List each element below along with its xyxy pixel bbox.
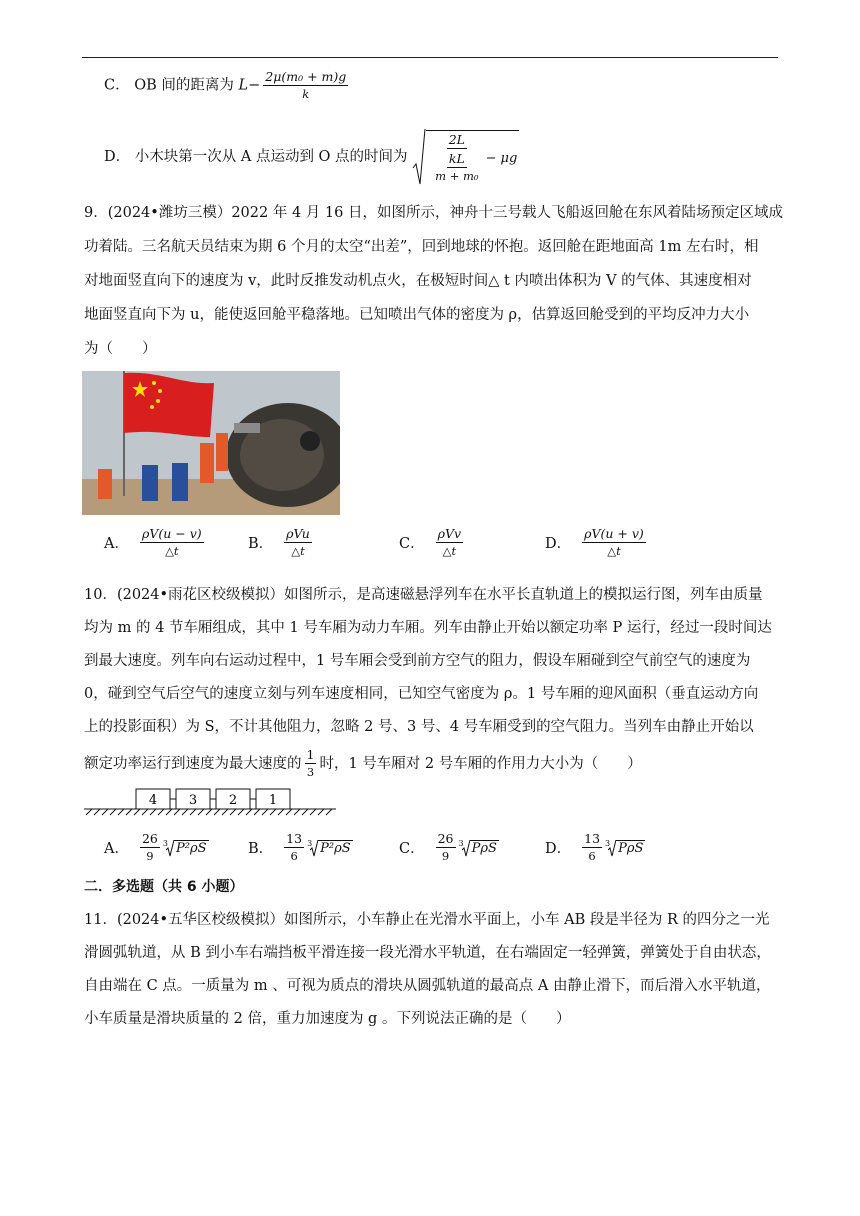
q9-line-2: 功着陆。三名航天员结束为期 6 个月的太空“出差”，回到地球的怀抱。返回舱在距地面高 1m 左右时，相 [84,239,759,255]
q10-train-diagram [84,786,336,818]
q10-option-b: B． $\frac{13}{6}$ $^3$ P²ρS [248,831,351,863]
q10-option-c: C． $\frac{26}{9}$ $^3$ PρS [399,831,497,863]
q10-option-d: D． $\frac{13}{6}$ $^3$ PρS [545,831,644,863]
q11-line-3: 自由端在 C 点。一质量为 m 、可视为质点的滑块从圆弧轨道的最高点 A 由静止滑下，而后滑入水平轨道， [84,978,771,994]
q8-option-d: D． 小木块第一次从 A 点运动到 O 点的时间为 $\frac{2L}{\frac{kL}{\text{m + m₀}}}$ − μg [104,128,519,186]
q10-line-6: 额定功率运行到速度为最大速度的 $\frac{1}{3}$ 时，1 号车厢对 2 号车厢的作用力大小为（ ） [84,747,642,779]
q9-line-5: 为（ ） [84,341,157,357]
q9-line-1: 9．(2024•潍坊三模）2022 年 4 月 16 日，如图所示，神舟十三号载人飞船返回舱在东风着陆场预定区域成 [84,205,783,221]
section-heading-multi-choice: 二．多选题（共 6 小题） [84,879,244,895]
q9-option-c: C． $\frac{\text{ρVv}}{\triangle t}$ [399,526,462,558]
q9-photo-landing [82,371,340,515]
q9-line-4: 地面竖直向下为 u，能使返回舱平稳落地。已知喷出气体的密度为 ρ，估算返回舱受到的平均反冲力大小 [84,307,750,323]
q9-option-d: D． $\frac{\rho V(u + v)}{\triangle t}$ [545,526,644,558]
q11-line-2: 滑圆弧轨道，从 B 到小车右端挡板平滑连接一段光滑水平轨道，在右端固定一轻弹簧，弹簧处于自由状态， [84,945,771,961]
sqrt-sign-icon [412,128,426,186]
q10-line-5: 上的投影面积）为 S，不计其他阻力，忽略 2 号、3 号、4 号车厢受到的空气阻力。当列车由静止开始以 [84,719,754,735]
car-label-1: 1 [268,793,278,808]
q10-option-a: A． $\frac{26}{9}$ $^3$ P²ρS [104,831,207,863]
q9-option-b: B． $\frac{\text{ρVu}}{\triangle t}$ [248,526,310,558]
q10-line-4: 0，碰到空气后空气的速度立刻与列车速度相同，已知空气密度为 ρ。1 号车厢的迎风面积（垂直运动方向 [84,686,759,702]
q8-option-c: C． OB 间的距离为 L− $\frac{\text{2μ(m₀ + m)g}}{k}$ [104,69,347,101]
q11-line-1: 11．(2024•五华区校级模拟）如图所示，小车静止在光滑水平面上，小车 AB 段是半径为 R 的四分之一光 [84,912,770,928]
car-label-2: 2 [228,793,238,808]
q8-d-sqrt: $\frac{2L}{\frac{kL}{\text{m + m₀}}}$ − μg [412,128,519,186]
q10-line-3: 到最大速度。列车向右运动过程中，1 号车厢会受到前方空气的阻力，假设车厢碰到空气前空气的速度为 [84,653,751,669]
q10-line-2: 均为 m 的 4 节车厢组成，其中 1 号车厢为动力车厢。列车由静止开始以额定功率 P 运行，经过一段时间达 [84,620,772,636]
q9-option-a: A． $\frac{\rho V(u - v)}{\triangle t}$ [104,526,202,558]
q10-line-1: 10．(2024•雨花区校级模拟）如图所示，是高速磁悬浮列车在水平长直轨道上的模拟运行图，列车由质量 [84,587,763,603]
car-label-3: 3 [188,793,198,808]
car-label-4: 4 [148,793,158,808]
q8-c-fraction: $\frac{\text{2μ(m₀ + m)g}}{k}$ [265,69,347,101]
header-rule [82,57,778,58]
q11-line-4: 小车质量是滑块质量的 2 倍，重力加速度为 g 。下列说法正确的是（ ） [84,1011,571,1027]
q9-line-3: 对地面竖直向下的速度为 v，此时反推发动机点火，在极短时间△ t 内喷出体积为 V 的气体、其速度相对 [84,273,752,289]
